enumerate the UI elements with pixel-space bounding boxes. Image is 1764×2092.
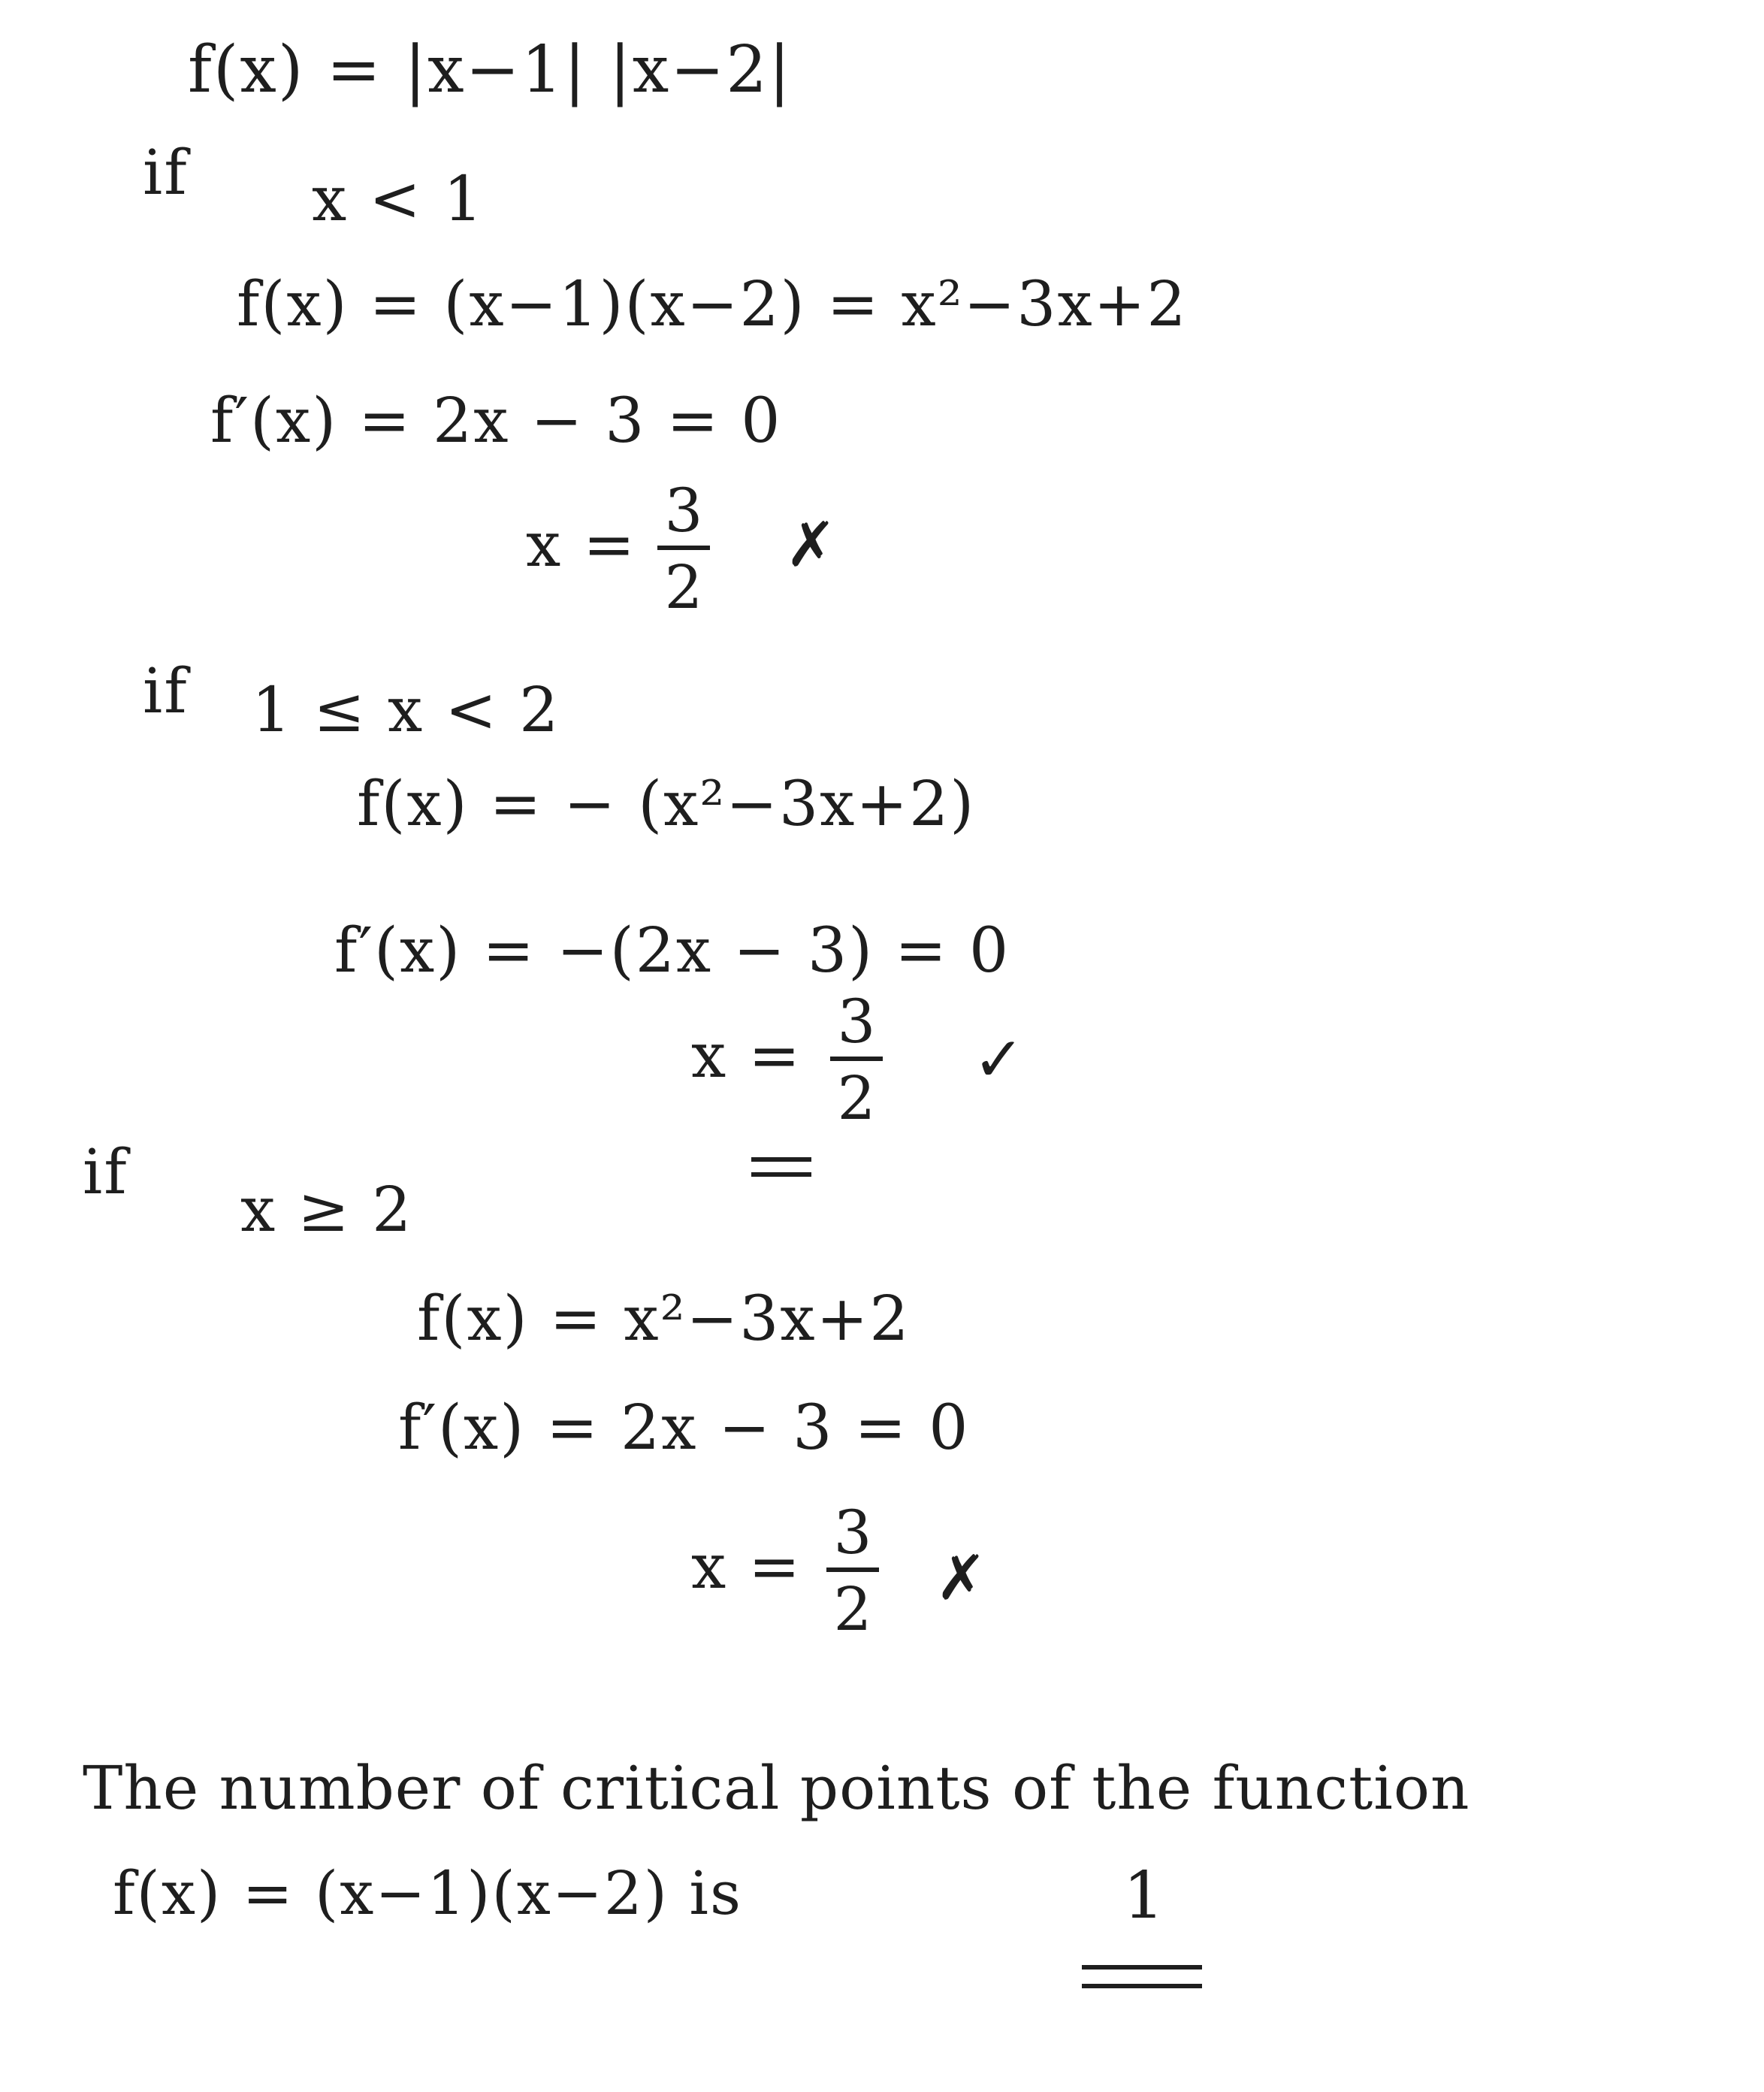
case3-cross-mark: ✗ [935,1543,987,1614]
conclusion-line-1: The number of critical points of the function [83,1753,1470,1823]
case3-fraction [826,1498,879,1644]
fraction-bar [826,1567,879,1572]
function-definition: f(x) = |x−1| |x−2| [188,32,792,107]
case3-denominator: 2 [833,1574,872,1644]
case1-condition: x < 1 [312,164,485,235]
case3-derivative: f′(x) = 2x − 3 = 0 [398,1392,970,1464]
case1-x-equals: x = [526,509,637,581]
case2-derivative: f′(x) = −(2x − 3) = 0 [334,915,1010,987]
case2-condition: 1 ≤ x < 2 [252,675,560,746]
case1-if: if [143,138,189,209]
case2-double-underline-bottom [751,1172,811,1177]
fraction-bar [830,1057,883,1061]
case2-double-underline-top [751,1157,811,1162]
fraction-bar [657,546,710,550]
case2-function: f(x) = − (x²−3x+2) [357,769,976,840]
answer-double-underline-top [1082,1965,1202,1970]
final-answer: 1 [1123,1858,1166,1933]
case3-function: f(x) = x²−3x+2 [417,1283,911,1355]
case1-cross-mark: ✗ [785,509,837,581]
case1-numerator: 3 [664,476,703,546]
conclusion-line-2: f(x) = (x−1)(x−2) is [113,1858,743,1928]
case2-denominator: 2 [837,1063,876,1133]
case2-check-mark: ✓ [973,1024,1025,1096]
case1-fraction [657,476,710,622]
case1-denominator: 2 [664,552,703,622]
case1-function: f(x) = (x−1)(x−2) = x²−3x+2 [237,269,1188,340]
case1-derivative: f′(x) = 2x − 3 = 0 [210,385,782,457]
case3-if: if [83,1137,128,1208]
case2-x-equals: x = [691,1020,802,1092]
case3-x-equals: x = [691,1531,802,1603]
answer-double-underline-bottom [1082,1984,1202,1988]
case3-numerator: 3 [833,1498,872,1567]
case2-fraction [830,987,883,1133]
case3-condition: x ≥ 2 [240,1174,413,1246]
case2-if: if [143,656,189,727]
case2-numerator: 3 [837,987,876,1057]
